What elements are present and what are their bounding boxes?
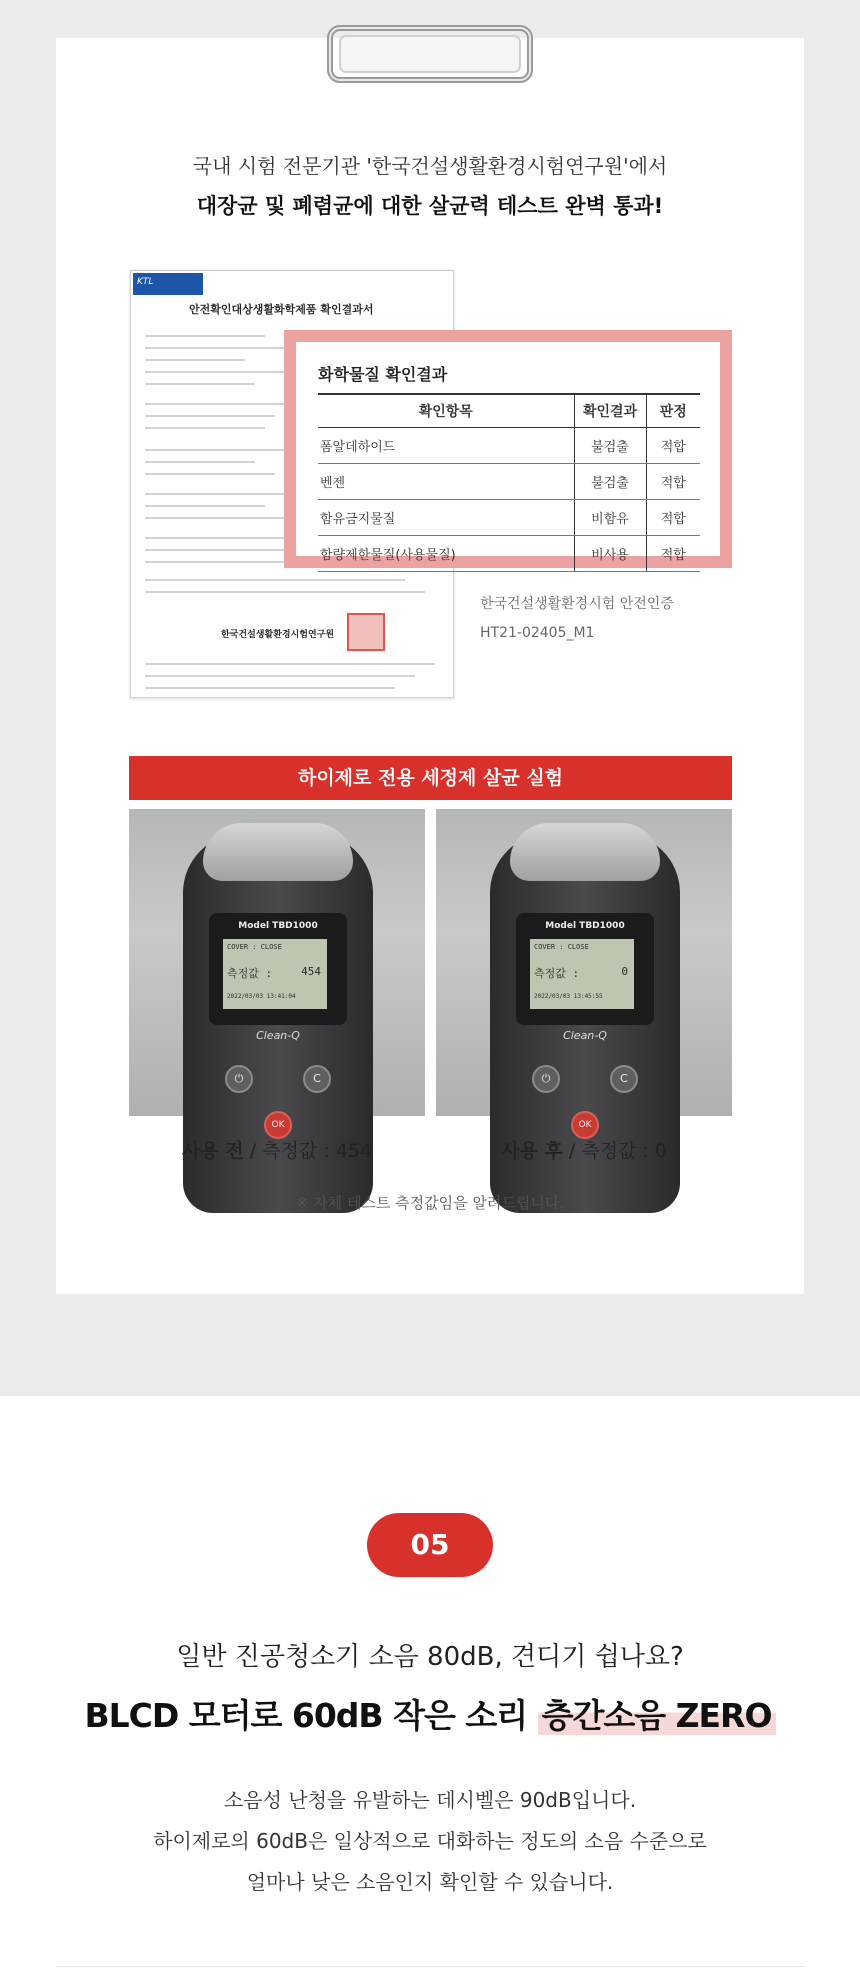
table-cell: 불검출 xyxy=(574,464,646,500)
test-note: ※ 자체 테스트 측정값임을 알려드립니다. xyxy=(295,1194,565,1212)
ktl-logo: KTL xyxy=(133,273,203,295)
table-cell: 함유금지물질 xyxy=(318,500,574,536)
doc-text-line xyxy=(145,579,405,581)
doc-text-line xyxy=(145,561,305,563)
doc-text-line xyxy=(145,493,295,495)
table-header-row xyxy=(318,394,700,428)
ok-button-icon: OK xyxy=(264,1111,292,1139)
power-button-icon: ⏻ xyxy=(532,1065,560,1093)
section-question: 일반 진공청소기 소음 80dB, 견디기 쉽나요? xyxy=(176,1642,684,1672)
table-row xyxy=(318,428,700,464)
table-cell: 벤젠 xyxy=(318,464,574,500)
table-cell: 비함유 xyxy=(574,500,646,536)
section-number-badge: 05 xyxy=(367,1513,493,1577)
clipboard-clip-icon xyxy=(326,22,534,86)
device-brand: Clean-Q xyxy=(563,1029,607,1042)
doc-text-line xyxy=(145,591,425,593)
after-measurement: / 측정값 : 0 xyxy=(562,1140,667,1162)
doc-title: 안전확인대상생활화학제품 확인결과서 xyxy=(189,303,374,316)
doc-text-line xyxy=(145,505,265,507)
screen-status: COVER : CLOSE xyxy=(227,943,282,951)
doc-organization: 한국건설생활환경시험연구원 xyxy=(221,630,335,640)
screen-timestamp: 2022/03/03 13:41:04 xyxy=(227,993,296,1000)
device-screen-frame xyxy=(209,913,347,1025)
clear-button-icon: C xyxy=(303,1065,331,1093)
divider xyxy=(56,1966,804,1967)
power-button-icon: ⏻ xyxy=(225,1065,253,1093)
caption-line-1: 한국건설생활환경시험 안전인증 xyxy=(480,596,674,612)
result-panel xyxy=(296,342,720,563)
device-model: Model TBD1000 xyxy=(545,921,625,931)
doc-text-line xyxy=(145,347,295,349)
screen-value: 454 xyxy=(301,965,321,978)
doc-text-line xyxy=(145,359,245,361)
table-cell: 적합 xyxy=(646,464,700,500)
doc-text-line xyxy=(145,371,285,373)
device-screen-frame xyxy=(516,913,654,1025)
result-zoom-box xyxy=(284,330,732,568)
screen-status: COVER : CLOSE xyxy=(534,943,589,951)
after-label: 사용 후 xyxy=(501,1140,563,1162)
before-measurement: / 측정값 : 454 xyxy=(243,1140,372,1162)
experiment-banner: 하이제로 전용 세정제 살균 실험 xyxy=(129,756,732,800)
screen-timestamp: 2022/03/03 13:45:55 xyxy=(534,993,603,1000)
doc-text-line xyxy=(145,427,265,429)
seal-stamp xyxy=(347,613,385,651)
doc-text-line xyxy=(145,383,255,385)
table-cell: 폼알데하이드 xyxy=(318,428,574,464)
result-table xyxy=(318,393,700,572)
section-headline xyxy=(0,1690,860,1737)
column-header: 확인항목 xyxy=(318,394,574,428)
intro-line-1: 국내 시험 전문기관 '한국건설생활환경시험연구원'에서 xyxy=(192,154,668,178)
after-photo xyxy=(436,809,732,1130)
table-cell: 비사용 xyxy=(574,536,646,572)
after-result xyxy=(436,1136,732,1163)
doc-text-line xyxy=(145,461,255,463)
section-description xyxy=(0,1780,860,1903)
table-cell: 함량제한물질(사용물질) xyxy=(318,536,574,572)
doc-text-line xyxy=(145,449,285,451)
table-cell: 불검출 xyxy=(574,428,646,464)
intro-line-2: 대장균 및 폐렴균에 대한 살균력 테스트 완벽 통과! xyxy=(196,194,664,218)
ok-button-icon: OK xyxy=(571,1111,599,1139)
doc-text-line xyxy=(145,403,295,405)
screen-label: 측정값 : xyxy=(227,967,273,980)
device-cap xyxy=(203,823,353,881)
doc-text-line xyxy=(145,335,265,337)
table-cell: 적합 xyxy=(646,500,700,536)
table-cell: 적합 xyxy=(646,536,700,572)
doc-text-line xyxy=(145,663,435,665)
desc-line-2: 하이제로의 60dB은 일상적으로 대화하는 정도의 소음 수준으로 xyxy=(153,1829,707,1853)
column-header: 판정 xyxy=(646,394,700,428)
desc-line-1: 소음성 난청을 유발하는 데시벨은 90dB입니다. xyxy=(223,1788,637,1812)
doc-text-line xyxy=(145,415,275,417)
device-screen xyxy=(530,939,634,1009)
desc-line-3: 얼마나 낮은 소음인지 확인할 수 있습니다. xyxy=(246,1870,614,1894)
screen-value: 0 xyxy=(621,965,628,978)
doc-text-line xyxy=(145,687,395,689)
result-title: 화학물질 확인결과 xyxy=(318,365,448,384)
before-photo xyxy=(129,809,425,1130)
headline-main: BLCD 모터로 60dB 작은 소리 xyxy=(84,1696,538,1735)
table-row xyxy=(318,500,700,536)
device-screen xyxy=(223,939,327,1009)
certificate-caption xyxy=(480,590,674,648)
clear-button-icon: C xyxy=(610,1065,638,1093)
table-cell: 적합 xyxy=(646,428,700,464)
table-row xyxy=(318,536,700,572)
device-cap xyxy=(510,823,660,881)
before-result xyxy=(129,1136,425,1163)
headline-highlight: 층간소음 ZERO xyxy=(538,1696,776,1735)
before-label: 사용 전 xyxy=(182,1140,244,1162)
table-row xyxy=(318,464,700,500)
doc-text-line xyxy=(145,675,415,677)
doc-text-line xyxy=(145,517,285,519)
screen-label: 측정값 : xyxy=(534,967,580,980)
column-header: 확인결과 xyxy=(574,394,646,428)
caption-line-2: HT21-02405_M1 xyxy=(480,625,595,641)
doc-text-line xyxy=(145,473,275,475)
device-brand: Clean-Q xyxy=(256,1029,300,1042)
device-model: Model TBD1000 xyxy=(238,921,318,931)
